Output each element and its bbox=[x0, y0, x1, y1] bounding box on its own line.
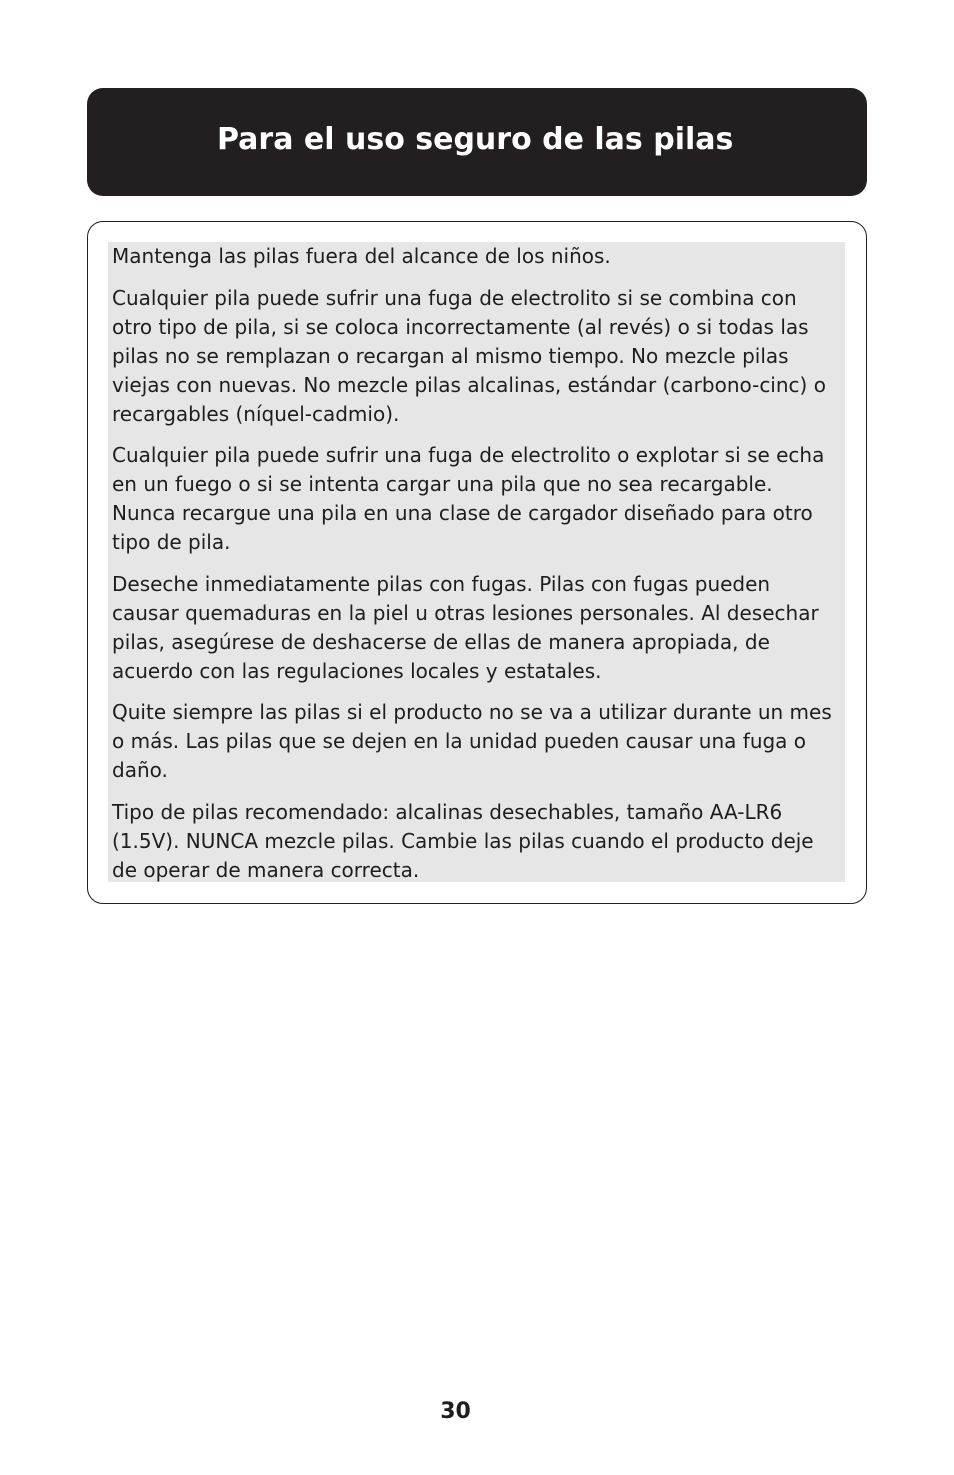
page-title: Para el uso seguro de las pilas bbox=[217, 122, 734, 157]
safety-paragraph-children: Mantenga las pilas fuera del alcance de los niños. bbox=[112, 244, 611, 268]
safety-paragraph-battery-type: Tipo de pilas recomendado: alcalinas desechables, tamaño AA-LR6 (1.5V). NUNCA mezcle pilas. Cambie las pilas cuando el producto deje de operar de manera correcta. bbox=[112, 799, 814, 882]
page-number: 30 bbox=[440, 1399, 471, 1424]
section-header bbox=[87, 88, 867, 196]
safety-box bbox=[87, 221, 867, 904]
safety-paragraph-mixing: Cualquier pila puede sufrir una fuga de electrolito si se combina con otro tipo de pila, si se coloca incorrectamente (al revés) o si todas las pilas no se remplazan o recargan al mismo tiempo. No mezcle pilas viejas con nuevas. No mezcle pilas alcalinas, estándar (carbono-cinc) o recargables (níquel-cadmio). bbox=[112, 285, 826, 426]
safety-paragraph-fire: Cualquier pila puede sufrir una fuga de electrolito o explotar si se echa en un fuego o si se intenta cargar una pila que no sea recargable. Nunca recargue una pila en una clase de cargador diseñado para otro tipo de pila. bbox=[112, 443, 825, 554]
safety-paragraph-removal: Quite siempre las pilas si el producto no se va a utilizar durante un mes o más. Las pilas que se dejen en la unidad pueden causar una fuga o daño. bbox=[112, 700, 832, 782]
safety-text-panel bbox=[108, 242, 845, 882]
safety-paragraph-disposal: Deseche inmediatamente pilas con fugas. Pilas con fugas pueden causar quemaduras en la piel u otras lesiones personales. Al desechar pilas, asegúrese de deshacerse de ellas de manera apropiada, de acuerdo con las regulaciones locales y estatales. bbox=[112, 571, 819, 683]
